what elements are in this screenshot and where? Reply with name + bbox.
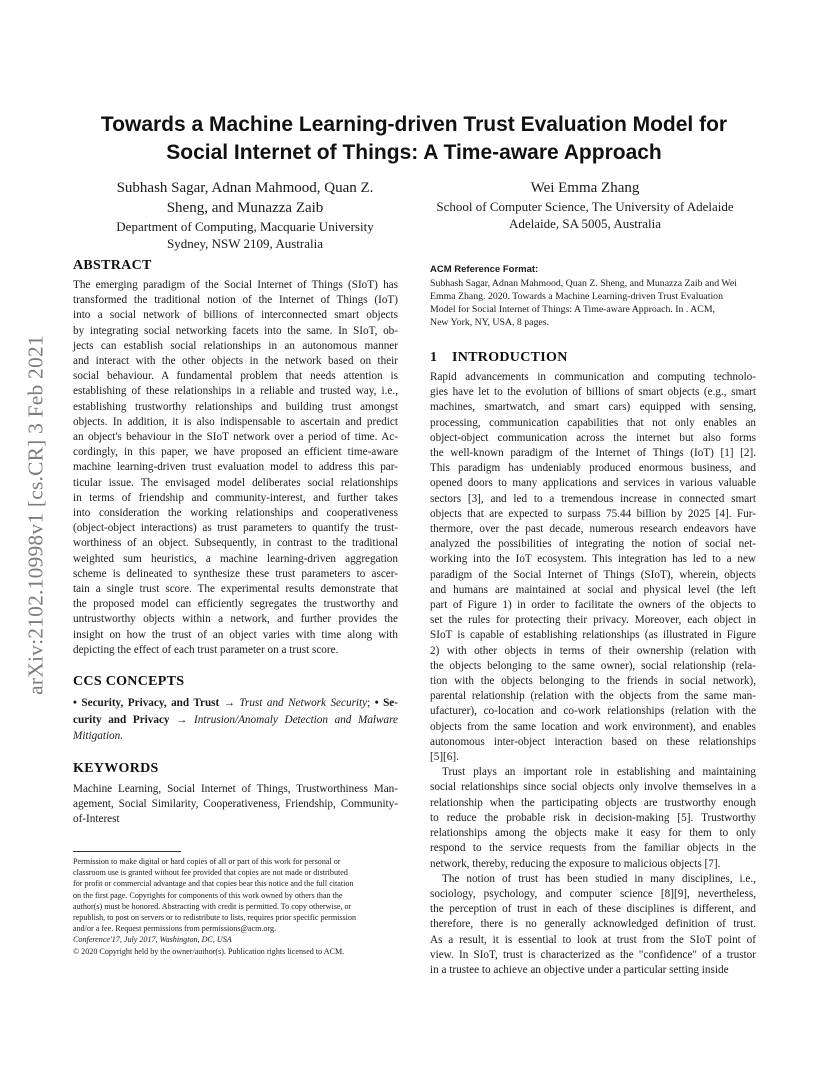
text-line: paradigm of the Social Internet of Things (SIoT), wherein, objects <box>430 568 756 581</box>
text-line: objects from the same location and work environment), and enables <box>430 720 756 733</box>
section-title: INTRODUCTION <box>452 350 568 365</box>
footnote-line: republish, to post on servers or to redistribute to lists, requires prior specific permission <box>73 913 357 923</box>
text-line: the well-known paradigm of the Internet of Things (IoT) [1] [2]. <box>430 447 756 460</box>
ccs-line <box>73 695 398 712</box>
intro-paragraph-3 <box>430 872 756 978</box>
text-line: This paradigm has undeniably produced enormous business, and <box>430 462 756 475</box>
text-line: scheme is delineated to synthesize these trust parameters to ascer- <box>73 567 398 580</box>
author-affiliation: School of Computer Science, The University of Adelaide <box>436 199 734 214</box>
text-line: relationships among the objects make it easy for them to only <box>430 827 756 840</box>
text-line: machines, smartwatch, and smart cars) equipped with sensing, <box>430 401 756 414</box>
footnote-line: and/or a fee. Request permissions from permissions@acm.org. <box>73 924 277 934</box>
author-location: Adelaide, SA 5005, Australia <box>508 216 661 231</box>
copyright-footnote <box>73 856 399 957</box>
text-line: object-object communication across the internet but also forms <box>430 431 756 444</box>
text-line: the proposed model can efficiently segregates the trustworthy and <box>73 598 398 611</box>
ccs-subconcept-1: Trust and Network Security <box>239 697 368 710</box>
author-block-left <box>80 178 410 252</box>
text-line: sociology, psychology, and computer science [8][9], nevertheless, <box>430 887 756 900</box>
keywords-line: Machine Learning, Social Internet of Things, Trustworthiness Man- <box>73 782 398 795</box>
text-line: analyzed the possibilities of integrating the notion of social net- <box>430 538 756 551</box>
text-line: opened doors to many applications and services in various valuable <box>430 477 756 490</box>
text-line: establishing trustworthy relationships and building trust amongst <box>73 400 398 413</box>
text-line: processing, communication capabilities that not only enables an <box>430 416 756 429</box>
text-line: working into the IoT ecosystem. This integration has led to a new <box>430 553 756 566</box>
text-line: Trust plays an important role in establishing and maintaining <box>442 766 756 779</box>
abstract-text <box>73 278 398 658</box>
text-line: in a trustee to achieve an objective under a particular setting inside <box>430 963 729 976</box>
text-line: parental relationship (relation with the objects from the same man- <box>430 690 756 703</box>
acm-reference-heading: ACM Reference Format: <box>430 264 539 275</box>
text-line: As a result, it is essential to look at trust from the SIoT point of <box>430 933 756 946</box>
text-line: the objects belonging to the same owner), social relationship (rela- <box>430 659 756 672</box>
text-line: tion with the objects belonging to the friends in social network), <box>430 675 756 688</box>
text-line: gies have let to the evolution of billions of smart objects (e.g., smart <box>430 386 756 399</box>
author-name: Wei Emma Zhang <box>530 180 640 196</box>
intro-paragraph-2 <box>430 765 756 871</box>
text-line: (object-object interactions) as trust parameters to quantify the trust- <box>73 522 398 535</box>
text-line: The emerging paradigm of the Social Internet of Things (SIoT) has <box>73 279 398 291</box>
right-column <box>430 263 756 978</box>
text-line: to reduce the probable risk in decision-making [5]. Trustworthy <box>430 811 756 824</box>
introduction-heading <box>430 349 756 367</box>
title-line-1: Towards a Machine Learning-driven Trust Evaluation Model for <box>100 113 728 136</box>
text-line: depicting the effect of each trust parameter on a trust score. <box>73 643 339 656</box>
text-line: untrustworthy objects within a network, and further provides the <box>73 613 398 626</box>
footnote-line: for profit or commercial advantage and that copies bear this notice and the full citation <box>73 879 354 889</box>
intro-paragraph-1 <box>430 370 756 765</box>
abstract-heading: ABSTRACT <box>73 258 152 273</box>
footnote-rule <box>73 851 181 852</box>
text-line: transformed the traditional notion of the Internet of Things (IoT) <box>73 294 398 307</box>
ccs-subconcept-2b: Mitigation. <box>73 730 124 743</box>
footnote-line: author(s) must be honored. Abstracting with credit is permitted. To copy otherwise, or <box>73 901 352 911</box>
title-line-2: Social Internet of Things: A Time-aware Approach <box>166 141 662 164</box>
text-line: relationship when the participating objects are trustworthy enough <box>430 796 756 809</box>
text-line: insight on how the trust of an object varies with time along with <box>73 628 398 641</box>
acm-reference-line: Subhash Sagar, Adnan Mahmood, Quan Z. Sheng, and Munazza Zaib and Wei <box>430 278 737 289</box>
text-line: and humans are maintained at social and physical level (the left <box>430 583 756 596</box>
text-line: ufacturer), co-location and co-work relationships (relation with the <box>430 705 756 718</box>
text-line: 2) with other objects in terms of their ownership (relation with <box>430 644 756 657</box>
text-line: network, thereby, reducing the exposure to malicious objects [7]. <box>430 857 721 870</box>
keywords-line: of-Interest <box>73 812 120 825</box>
footnote-line: classroom use is granted without fee provided that copies are not made or distributed <box>73 868 348 878</box>
text-line: weighted sum heuristics, a machine learning-driven aggregation <box>73 552 398 565</box>
text-line: set the rules for protecting their privacy. Moreover, each object in <box>430 614 756 627</box>
text-line: by integrating social networking facets into the same. In SIoT, ob- <box>73 324 398 337</box>
text-line: Rapid advancements in communication and computing technolo- <box>430 371 756 383</box>
text-line: objects that are expected to surpass 75.44 billion by 2025 [4]. Fur- <box>430 507 756 520</box>
text-line: respond to the service requests from the familiar objects in the <box>430 842 756 855</box>
author-block-right <box>420 178 750 232</box>
section-number: 1 <box>430 350 438 365</box>
ccs-concept-2b: curity and Privacy <box>73 713 170 726</box>
acm-reference-line: Model for Social Internet of Things: A Time-aware Approach. In . ACM, <box>430 304 715 315</box>
footnote-conference: Conference'17, July 2017, Washington, DC, USA <box>73 935 232 945</box>
text-line: [5][6]. <box>430 751 459 764</box>
acm-reference-line: Emma Zhang. 2020. Towards a Machine Learning-driven Trust Evaluation <box>430 291 723 302</box>
text-line: thermore, over the past decade, numerous research endeavors have <box>430 523 756 536</box>
text-line: tain a single trust score. The experimental results demonstrate that <box>73 583 398 596</box>
author-names-line-2: Sheng, and Munazza Zaib <box>166 200 324 216</box>
text-line: view. In SIoT, trust is characterized as the "confidence" of a trustor <box>430 948 756 961</box>
text-line: SIoT is capable of establishing relationships (as illustrated in Figure <box>430 629 756 642</box>
keywords-heading: KEYWORDS <box>73 760 159 776</box>
text-line: and interact with the other objects in the network based on their <box>73 355 398 368</box>
author-affiliation: Department of Computing, Macquarie University <box>116 219 374 234</box>
text-line: social behaviour. A fundamental problem that needs attention is <box>73 370 398 383</box>
ccs-heading: CCS CONCEPTS <box>73 674 185 690</box>
left-column <box>73 257 398 827</box>
text-line: social relationships since social objects only involve themselves in a <box>430 781 756 794</box>
keywords-text <box>73 782 398 828</box>
footnote-line: on the first page. Copyrights for components of this work owned by others than the <box>73 890 343 900</box>
text-line: into consideration the working relationships and cooperativeness <box>73 507 398 520</box>
text-line: the perception of trust in each of these disciplines is different, and <box>430 903 756 916</box>
ccs-separator: ; <box>367 697 375 710</box>
text-line: cordingly, in this paper, we have proposed an efficient time-aware <box>73 446 398 459</box>
text-line: into a social network of billions of interconnected smart objects <box>73 309 398 322</box>
author-location: Sydney, NSW 2109, Australia <box>167 236 323 251</box>
footnote-line: Permission to make digital or hard copies of all or part of this work for personal or <box>73 857 341 866</box>
text-line: in terms of friendship and community-interest, and further takes <box>73 491 398 504</box>
text-line: ticular issue. The envisaged model deliberates social relationships <box>73 476 398 489</box>
keywords-line: agement, Social Similarity, Cooperativeness, Friendship, Community- <box>73 797 398 810</box>
text-line: autonomous inter-object interaction based on these relationships <box>430 735 756 748</box>
text-line: establishing of these relationships in a reliable and trusted way, i.e., <box>73 385 398 398</box>
ccs-text <box>73 695 398 745</box>
arxiv-stamp-text: arXiv:2102.10998v1 [cs.CR] 3 Feb 2021 <box>23 335 48 695</box>
text-line: sectors [3], and led to a tremendous increase in connected smart <box>430 492 756 505</box>
ccs-arrow: → <box>219 697 240 710</box>
text-line: therefore, there is no generally acknowledged definition of trust. <box>430 918 756 931</box>
paper-title <box>60 111 768 167</box>
text-line: objects. In addition, it is also indispensable to ascertain and predict <box>73 415 398 428</box>
text-line: an object's behaviour in the SIoT network over a period of time. Ac- <box>73 431 398 444</box>
ccs-arrow: → <box>169 713 194 726</box>
text-line: part of Figure 1) in order to facilitate the owners of the objects to <box>430 599 756 612</box>
text-line: worthiness of an object. Subsequently, in contrast to the traditional <box>73 537 398 550</box>
ccs-concept-2a: • Se- <box>374 697 398 710</box>
text-line: The notion of trust has been studied in many disciplines, i.e., <box>442 872 756 885</box>
text-line: jects can establish social relationships in an autonomous manner <box>73 339 398 352</box>
ccs-concept-1: • Security, Privacy, and Trust <box>73 697 220 710</box>
ccs-subconcept-2a: Intrusion/Anomaly Detection and Malware <box>193 713 398 726</box>
footnote-copyright: © 2020 Copyright held by the owner/author(s). Publication rights licensed to ACM. <box>73 946 345 956</box>
acm-reference-text <box>430 277 756 329</box>
ccs-line <box>73 712 398 729</box>
acm-reference-line: New York, NY, USA, 8 pages. <box>430 317 550 328</box>
text-line: machine learning-driven trust evaluation model to address this par- <box>73 461 398 474</box>
author-names-line-1: Subhash Sagar, Adnan Mahmood, Quan Z. <box>116 180 374 196</box>
